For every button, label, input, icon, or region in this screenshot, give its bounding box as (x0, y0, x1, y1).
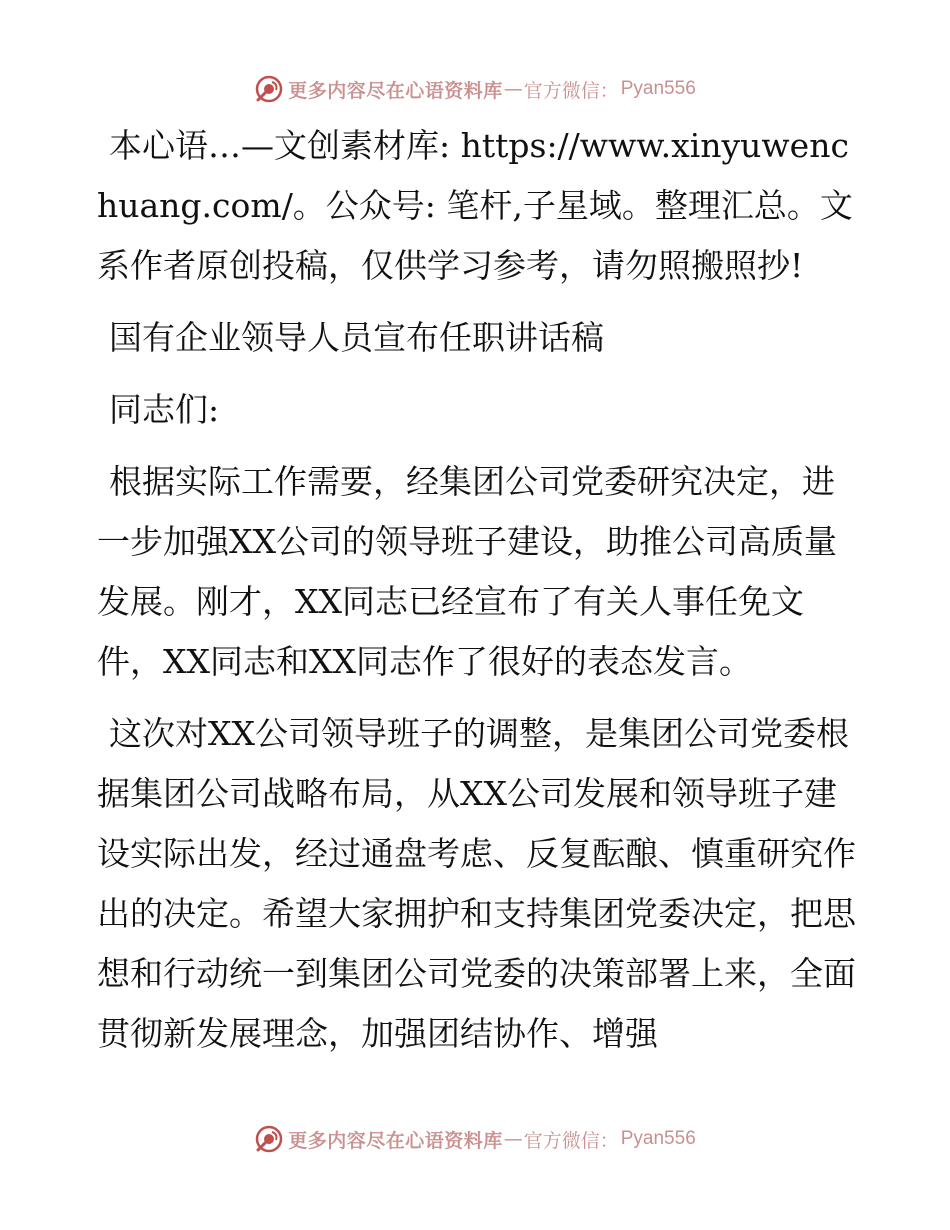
pen-logo-icon (254, 74, 284, 104)
watermark-dash: — (503, 78, 523, 100)
watermark-official-label: 官方微信： (523, 79, 619, 102)
watermark-dash: — (503, 1128, 523, 1150)
watermark-main-text: 更多内容尽在心语资料库 (288, 1129, 503, 1152)
footer-watermark (0, 1122, 950, 1156)
document-body (97, 116, 867, 1076)
watermark-official-label: 官方微信： (523, 1129, 619, 1152)
body-paragraph: 根据实际工作需要，经集团公司党委研究决定，进一步加强XX公司的领导班子建设，助推公司高质量发展。刚才，XX同志已经宣布了有关人事任免文件，XX同志和XX同志作了很好的表态发言。 (97, 462, 837, 681)
document-title: 国有企业领导人员宣布任职讲话稿 (109, 318, 604, 357)
salutation: 同志们: (109, 390, 220, 429)
header-watermark (0, 72, 950, 106)
intro-paragraph: 本心语…—文创素材库: https://www.xinyuwenchuang.com/。公众号: 笔杆,子星域。整理汇总。文系作者原创投稿，仅供学习参考，请勿照搬照抄! (97, 126, 853, 285)
pen-logo-icon (254, 1124, 284, 1154)
watermark-wechat-id: Pyan556 (620, 1128, 696, 1149)
body-paragraph: 这次对XX公司领导班子的调整，是集团公司党委根据集团公司战略布局，从XX公司发展和领导班子建设实际出发，经过通盘考虑、反复酝酿、慎重研究作出的决定。希望大家拥护和支持集团党委决定，把思想和行动统一到集团公司党委的决策部署上来，全面贯彻新发展理念，加强团结协作、增强 (97, 714, 856, 1053)
watermark-main-text: 更多内容尽在心语资料库 (288, 79, 503, 102)
watermark-wechat-id: Pyan556 (620, 78, 696, 99)
